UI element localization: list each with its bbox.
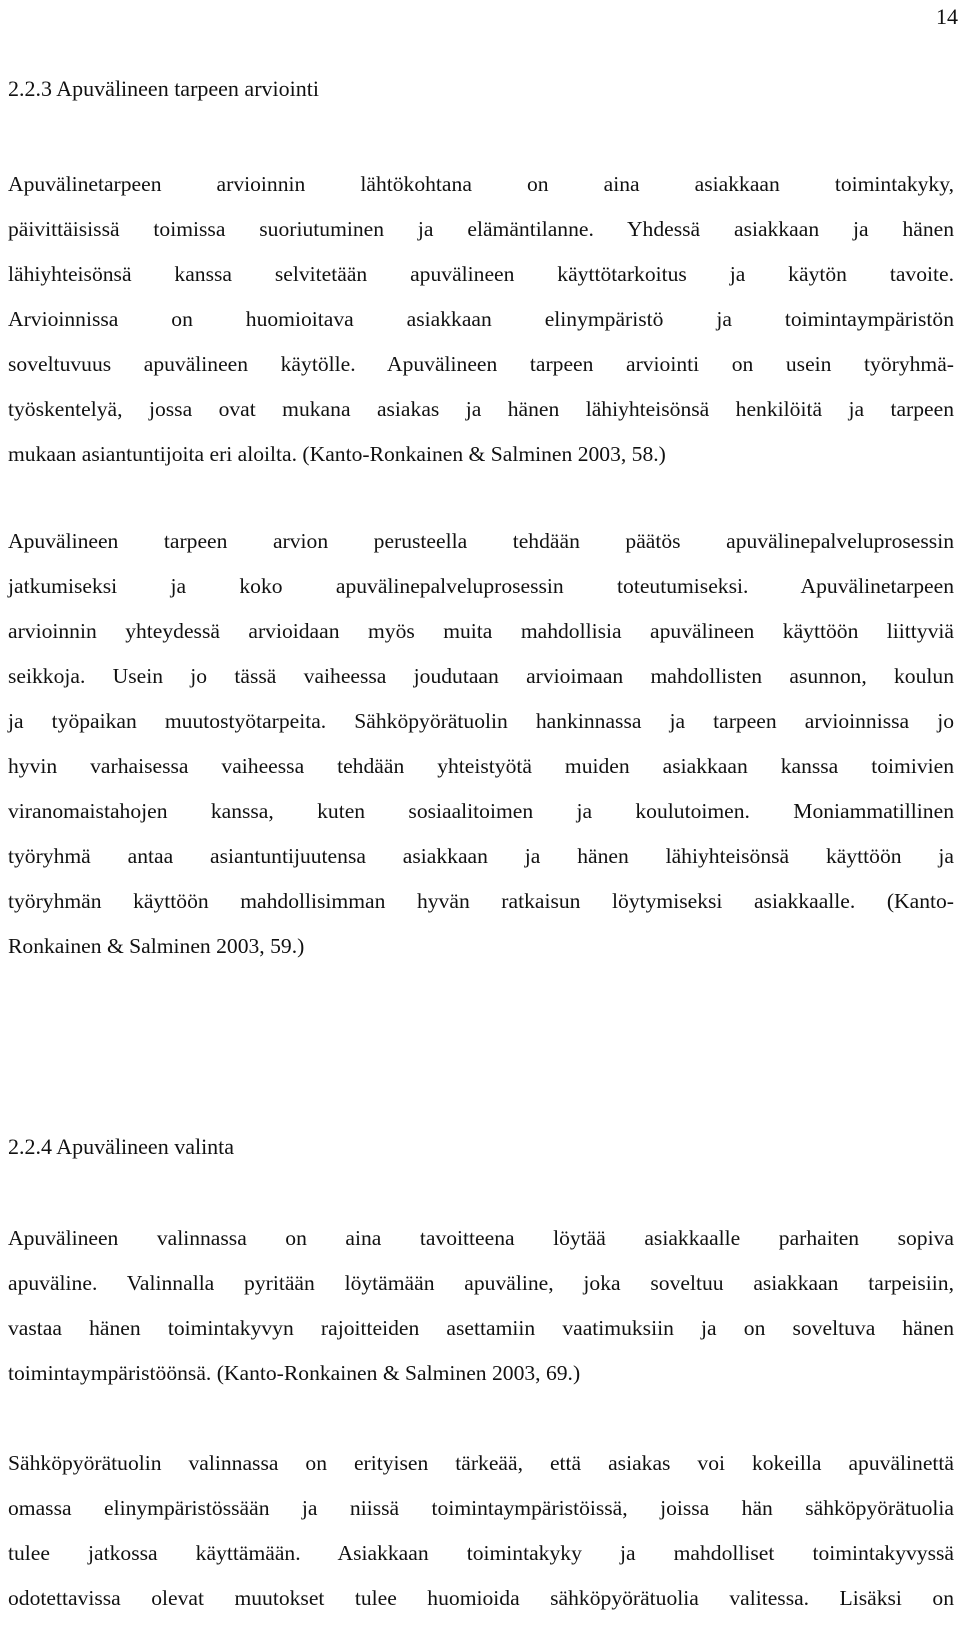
text-line: työryhmän käyttöön mahdollisimman hyvän ratkaisun löytymiseksi asiakkaalle. (Kanto-: [8, 889, 954, 913]
text-line: tulee jatkossa käyttämään. Asiakkaan toimintakyky ja mahdolliset toimintakyvyssä: [8, 1541, 954, 1565]
text-line: työryhmä antaa asiantuntijuutensa asiakkaan ja hänen lähiyhteisönsä käyttöön ja: [8, 844, 954, 868]
text-line: Arvioinnissa on huomioitava asiakkaan elinympäristö ja toimintaympäristön: [8, 307, 954, 331]
text-line: Apuvälineen valinnassa on aina tavoitteena löytää asiakkaalle parhaiten sopiva: [8, 1226, 954, 1250]
text-line: odotettavissa olevat muutokset tulee huomioida sähköpyörätuolia valitessa. Lisäksi on: [8, 1586, 954, 1610]
text-line: ja työpaikan muutostyötarpeita. Sähköpyörätuolin hankinnassa ja tarpeen arvioinnissa jo: [8, 709, 954, 733]
text-line: Apuvälinetarpeen arvioinnin lähtökohtana on aina asiakkaan toimintakyky,: [8, 172, 954, 196]
text-line: hyvin varhaisessa vaiheessa tehdään yhteistyötä muiden asiakkaan kanssa toimivien: [8, 754, 954, 778]
section-heading-2-2-3: 2.2.3 Apuvälineen tarpeen arviointi: [8, 76, 319, 101]
text-line: Ronkainen & Salminen 2003, 59.): [8, 934, 305, 958]
text-line: viranomaistahojen kanssa, kuten sosiaalitoimen ja koulutoimen. Moniammatillinen: [8, 799, 954, 823]
section-heading-2-2-4: 2.2.4 Apuvälineen valinta: [8, 1134, 235, 1159]
paragraph-wheelchair-selection: [8, 1441, 954, 1621]
text-line: jatkumiseksi ja koko apuvälinepalveluprosessin toteutumiseksi. Apuvälinetarpeen: [8, 574, 954, 598]
text-line: työskentelyä, jossa ovat mukana asiakas ja hänen lähiyhteisönsä henkilöitä ja tarpeen: [8, 397, 954, 421]
paragraph-selection-goal: [8, 1216, 954, 1396]
text-line: toimintaympäristöönsä. (Kanto-Ronkainen & Salminen 2003, 69.): [8, 1361, 581, 1385]
paragraph-need-assessment-intro: [8, 162, 954, 477]
text-line: soveltuvuus apuvälineen käytölle. Apuvälineen tarpeen arviointi on usein työryhmä-: [8, 352, 954, 376]
text-line: apuväline. Valinnalla pyritään löytämään apuväline, joka soveltuu asiakkaan tarpeisiin,: [8, 1271, 954, 1295]
text-line: seikkoja. Usein jo tässä vaiheessa joudutaan arvioimaan mahdollisten asunnon, koulun: [8, 664, 954, 688]
text-line: arvioinnin yhteydessä arvioidaan myös muita mahdollisia apuvälineen käyttöön liittyviä: [8, 619, 954, 643]
text-line: lähiyhteisönsä kanssa selvitetään apuvälineen käyttötarkoitus ja käytön tavoite.: [8, 262, 954, 286]
text-line: mukaan asiantuntijoita eri aloilta. (Kanto-Ronkainen & Salminen 2003, 58.): [8, 442, 666, 466]
text-line: Sähköpyörätuolin valinnassa on erityisen tärkeää, että asiakas voi kokeilla apuvälinettä: [8, 1451, 954, 1475]
paragraph-need-assessment-decision: [8, 519, 954, 969]
page-number: 14: [936, 4, 958, 29]
text-line: omassa elinympäristössään ja niissä toimintaympäristöissä, joissa hän sähköpyörätuolia: [8, 1496, 954, 1520]
text-line: vastaa hänen toimintakyvyn rajoitteiden asettamiin vaatimuksiin ja on soveltuva hänen: [8, 1316, 954, 1340]
text-line: päivittäisissä toimissa suoriutuminen ja elämäntilanne. Yhdessä asiakkaan ja hänen: [8, 217, 954, 241]
text-line: Apuvälineen tarpeen arvion perusteella tehdään päätös apuvälinepalveluprosessin: [8, 529, 954, 553]
